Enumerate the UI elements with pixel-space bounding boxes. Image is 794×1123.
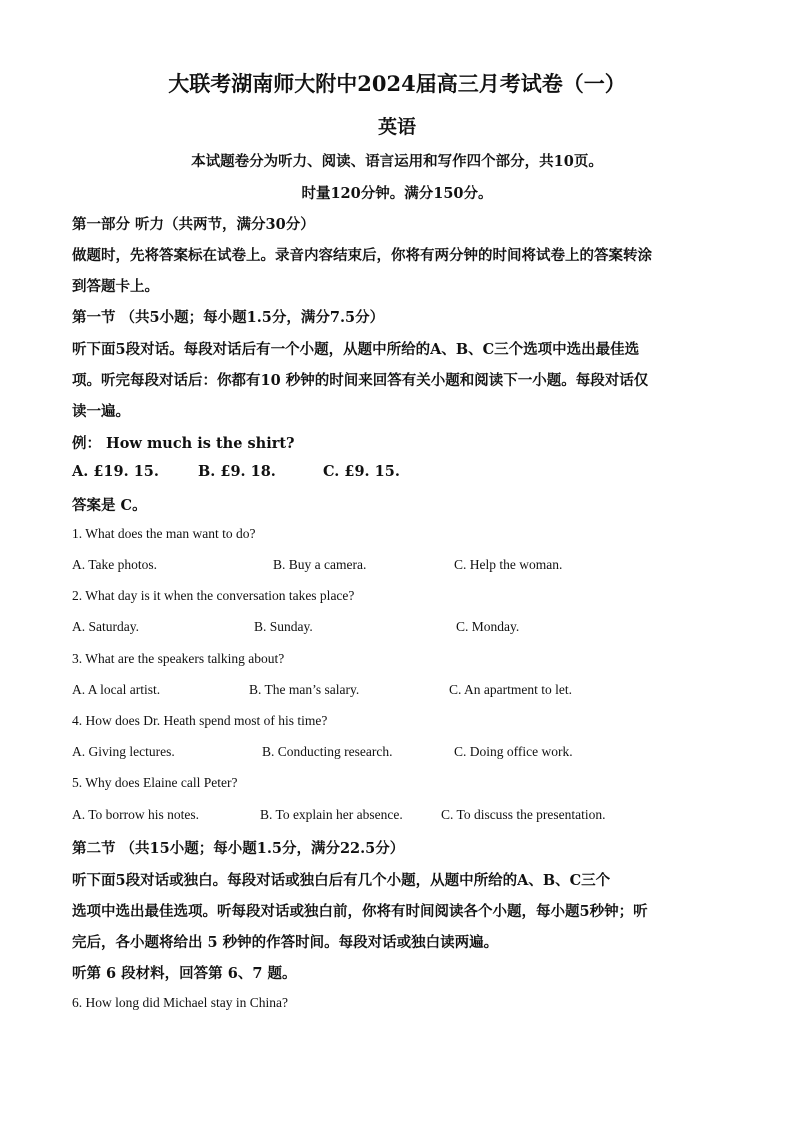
answer-option: C. Help the woman. [454, 557, 563, 572]
answer-option: B. Buy a camera. [273, 557, 367, 572]
answer-option: B. To explain her absence. [260, 807, 403, 822]
example-option: B. £9. 18. [198, 463, 276, 480]
question-text: 5. Why does Elaine call Peter? [72, 775, 238, 790]
section2-instruction: 完后，各小题将给出 5 秒钟的作答时间。每段对话或独白读两遍。 [72, 934, 499, 951]
question-text: 3. What are the speakers talking about? [72, 651, 285, 666]
section2-instruction: 听下面5段对话或独白。每段对话或独白后有几个小题，从题中所给的A、B、C三个 [72, 872, 611, 889]
exam-title: 大联考湖南师大附中2024届高三月考试卷（一） [168, 71, 626, 96]
example-option: A. £19. 15. [72, 463, 159, 480]
part1-heading: 第一部分 听力（共两节，满分30分） [72, 216, 315, 233]
answer-option: A. Giving lectures. [72, 744, 175, 759]
section1-instruction: 项。听完每段对话后：你都有10 秒钟的时间来回答有关小题和阅读下一小题。每段对话仅 [72, 372, 649, 389]
intro-text: 本试题卷分为听力、阅读、语言运用和写作四个部分，共10页。 [191, 153, 603, 170]
part1-instruction: 到答题卡上。 [72, 278, 159, 295]
question-text: 2. What day is it when the conversation takes place? [72, 588, 355, 603]
answer-option: C. An apartment to let. [449, 682, 572, 697]
material-label: 听第 6 段材料，回答第 6、7 题。 [72, 965, 297, 982]
example-question: 例： How much is the shirt? [72, 435, 295, 452]
section2-instruction: 选项中选出最佳选项。听每段对话或独白前，你将有时间阅读各个小题，每小题5秒钟；听 [72, 903, 648, 920]
part1-instruction: 做题时，先将答案标在试卷上。录音内容结束后，你将有两分钟的时间将试卷上的答案转涂 [72, 247, 652, 264]
subject-title: 英语 [377, 116, 416, 138]
question-text: 1. What does the man want to do? [72, 526, 256, 541]
answer-option: C. Monday. [456, 619, 520, 634]
section1-instruction: 听下面5段对话。每段对话后有一个小题，从题中所给的A、B、C三个选项中选出最佳选 [72, 341, 640, 358]
example-option: C. £9. 15. [323, 463, 400, 480]
section2-heading: 第二节 （共15小题；每小题1.5分，满分22.5分） [72, 840, 405, 857]
answer-option: C. To discuss the presentation. [441, 807, 606, 822]
section1-instruction: 读一遍。 [72, 403, 130, 420]
answer-option: A. Take photos. [72, 557, 158, 572]
section1-heading: 第一节 （共5小题；每小题1.5分，满分7.5分） [72, 309, 385, 326]
example-answer: 答案是 C。 [72, 497, 147, 514]
answer-option: A. A local artist. [72, 682, 161, 697]
question-text: 6. How long did Michael stay in China? [72, 995, 288, 1010]
answer-option: B. The man’s salary. [249, 682, 360, 697]
time-text: 时量120分钟。满分150分。 [301, 185, 493, 202]
question-text: 4. How does Dr. Heath spend most of his time? [72, 713, 328, 728]
answer-option: B. Conducting research. [262, 744, 393, 759]
answer-option: A. To borrow his notes. [72, 807, 200, 822]
answer-option: B. Sunday. [254, 619, 313, 634]
answer-option: C. Doing office work. [454, 744, 573, 759]
answer-option: A. Saturday. [72, 619, 139, 634]
